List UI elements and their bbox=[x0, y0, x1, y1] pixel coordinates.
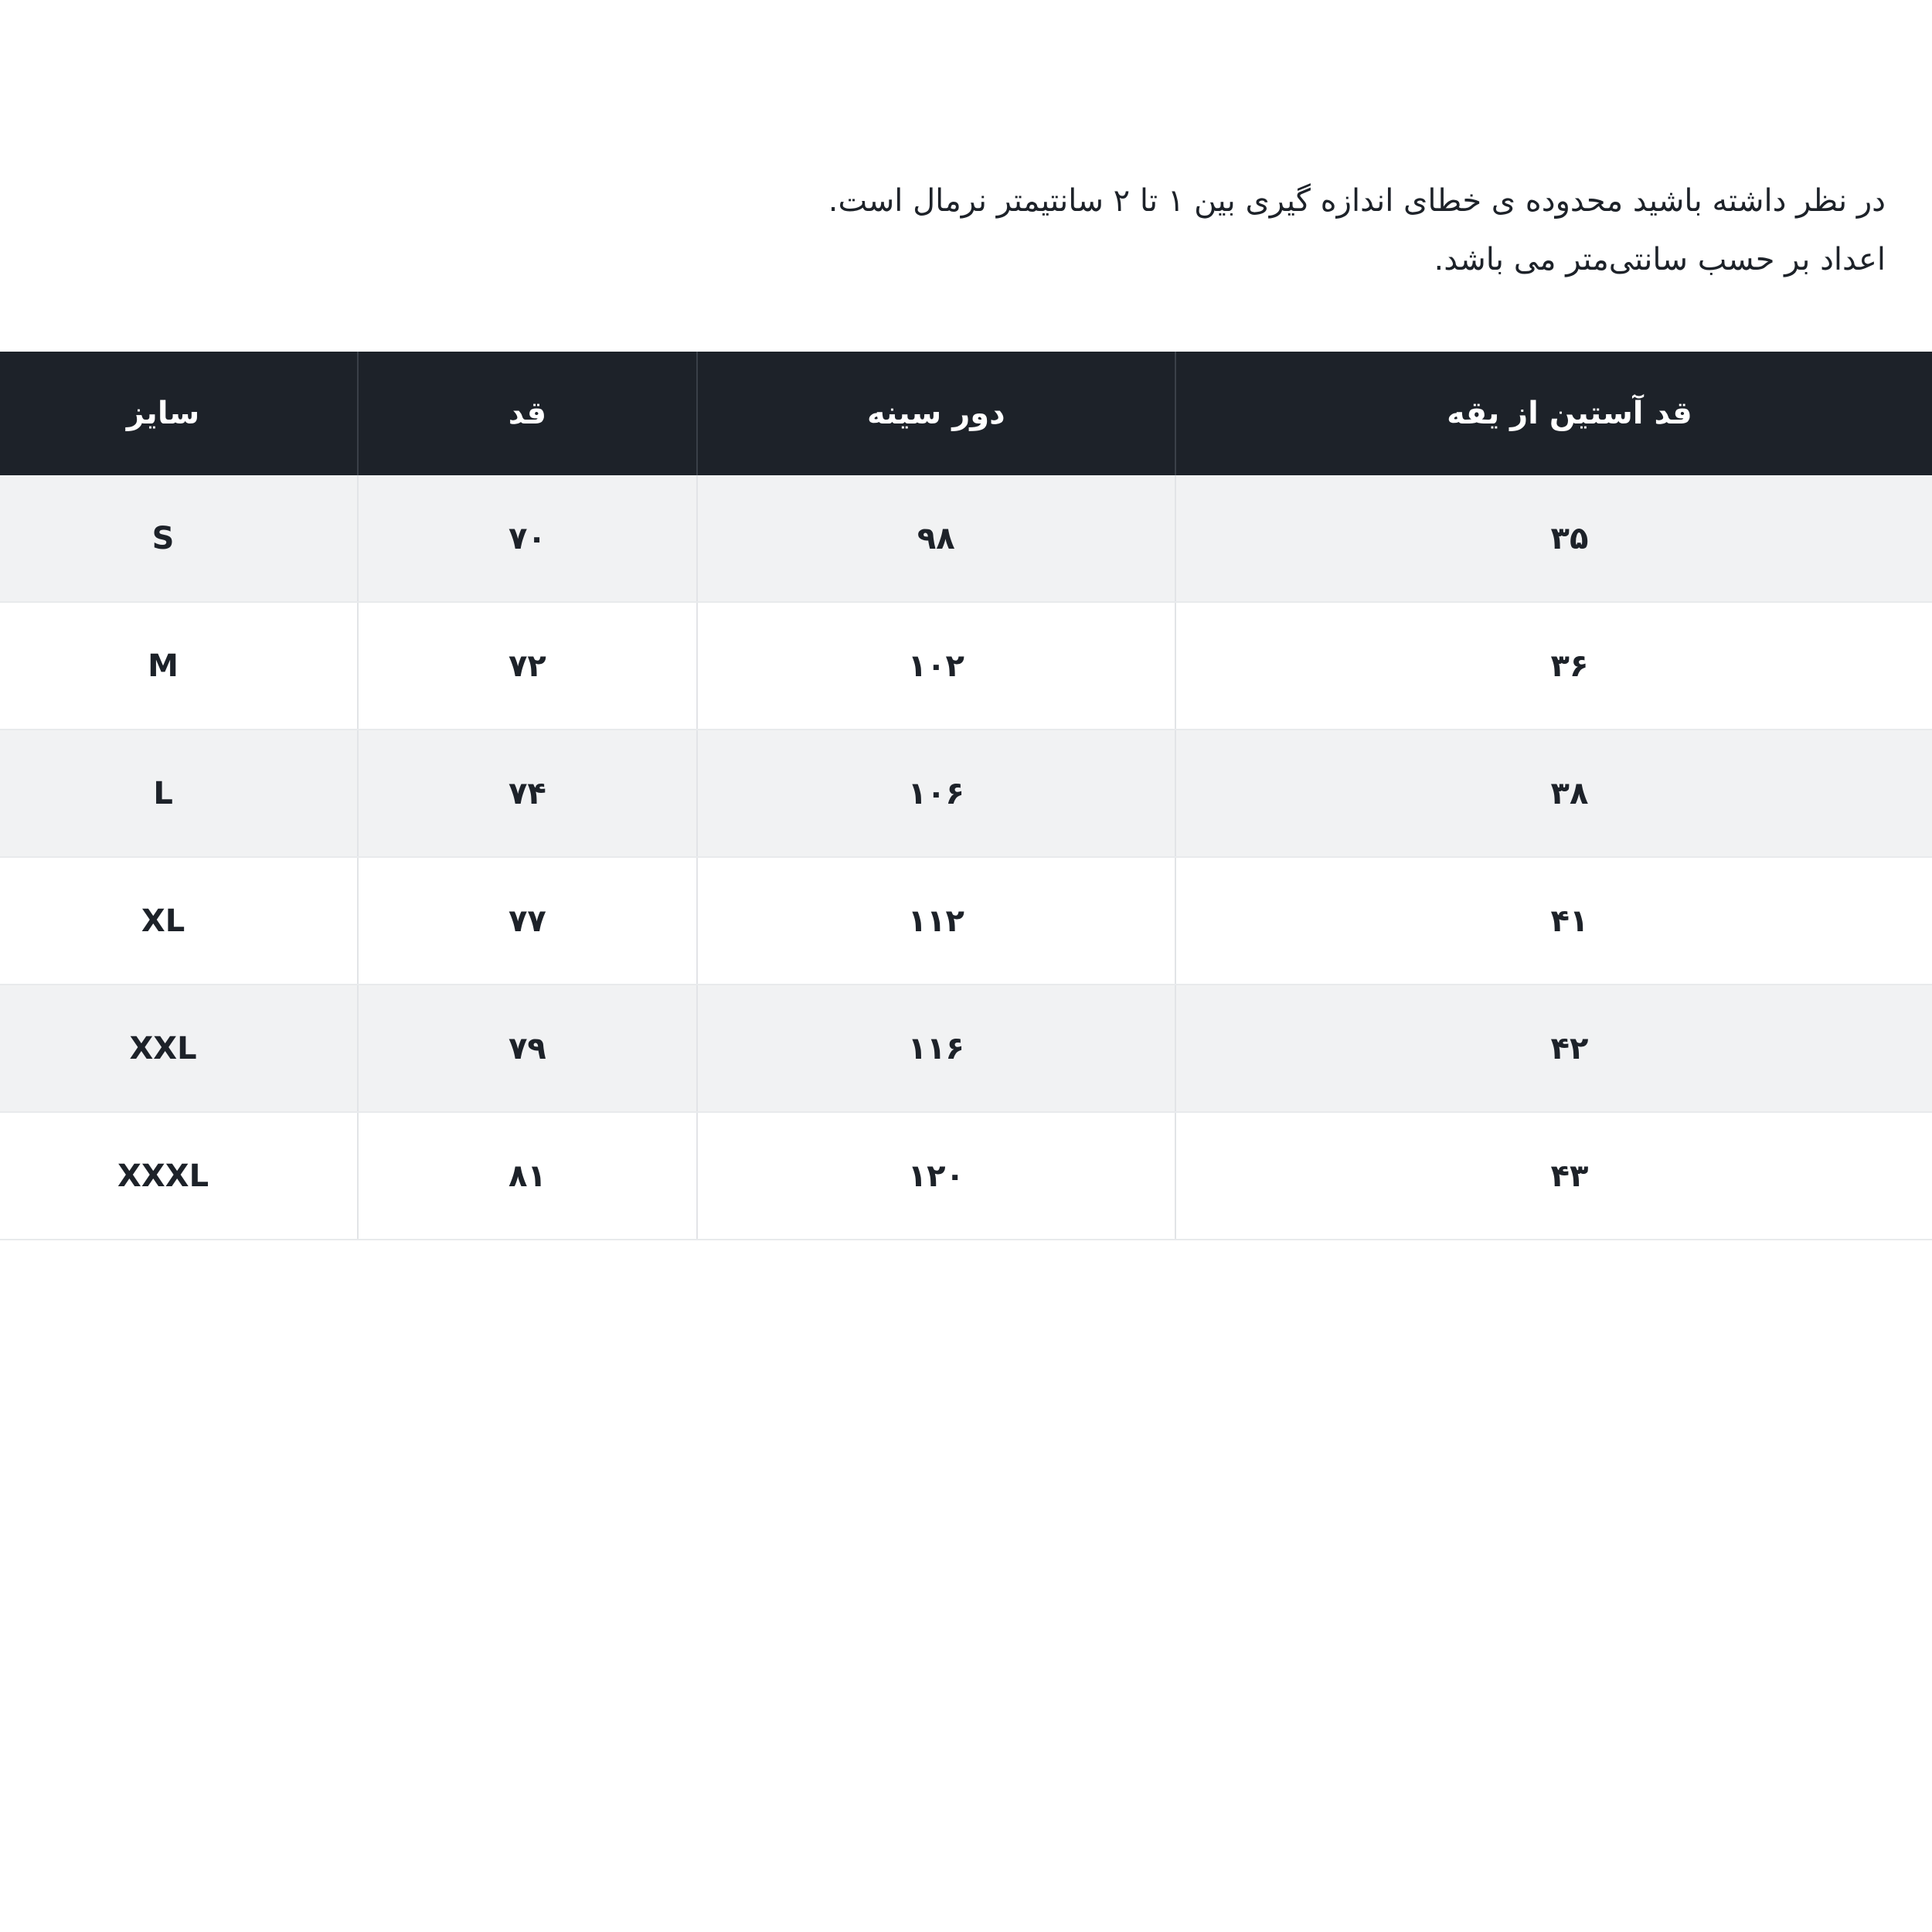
cell-sleeve-length: ۳۵ bbox=[1175, 475, 1932, 602]
size-table-body bbox=[0, 475, 1932, 1240]
note-line-tolerance: در نظر داشته باشید محدوده ی خطای اندازه گیری بین ۱ تا ۲ سانتیمتر نرمال است. bbox=[828, 183, 1886, 219]
cell-sleeve-length: ۴۱ bbox=[1175, 857, 1932, 985]
cell-chest: ۱۱۶ bbox=[697, 985, 1175, 1112]
cell-chest: ۱۱۲ bbox=[697, 857, 1175, 985]
cell-chest: ۹۸ bbox=[697, 475, 1175, 602]
table-row bbox=[0, 730, 1932, 857]
size-table-container bbox=[0, 352, 1932, 1240]
size-table bbox=[0, 352, 1932, 1240]
measurement-notes bbox=[0, 174, 1932, 287]
cell-sleeve-length: ۳۸ bbox=[1175, 730, 1932, 857]
cell-size: M bbox=[0, 602, 358, 730]
cell-size: S bbox=[0, 475, 358, 602]
table-row bbox=[0, 1112, 1932, 1240]
cell-length: ۷۷ bbox=[358, 857, 697, 985]
cell-chest: ۱۰۲ bbox=[697, 602, 1175, 730]
table-row bbox=[0, 475, 1932, 602]
column-header-chest: دور سینه bbox=[697, 352, 1175, 475]
cell-chest: ۱۰۶ bbox=[697, 730, 1175, 857]
column-header-length: قد bbox=[358, 352, 697, 475]
table-header-row bbox=[0, 352, 1932, 475]
table-row bbox=[0, 857, 1932, 985]
size-table-head bbox=[0, 352, 1932, 475]
cell-sleeve-length: ۴۳ bbox=[1175, 1112, 1932, 1240]
cell-length: ۷۹ bbox=[358, 985, 697, 1112]
column-header-size: سایز bbox=[0, 352, 358, 475]
cell-size: XL bbox=[0, 857, 358, 985]
note-line-unit: اعداد بر حسب سانتی‌متر می باشد. bbox=[1434, 242, 1886, 277]
table-row bbox=[0, 985, 1932, 1112]
cell-length: ۷۲ bbox=[358, 602, 697, 730]
cell-length: ۷۴ bbox=[358, 730, 697, 857]
cell-size: XXL bbox=[0, 985, 358, 1112]
cell-sleeve-length: ۳۶ bbox=[1175, 602, 1932, 730]
table-row bbox=[0, 602, 1932, 730]
cell-size: L bbox=[0, 730, 358, 857]
cell-chest: ۱۲۰ bbox=[697, 1112, 1175, 1240]
cell-size: XXXL bbox=[0, 1112, 358, 1240]
cell-sleeve-length: ۴۲ bbox=[1175, 985, 1932, 1112]
column-header-sleeve-length: قد آستین از یقه bbox=[1175, 352, 1932, 475]
cell-length: ۸۱ bbox=[358, 1112, 697, 1240]
cell-length: ۷۰ bbox=[358, 475, 697, 602]
